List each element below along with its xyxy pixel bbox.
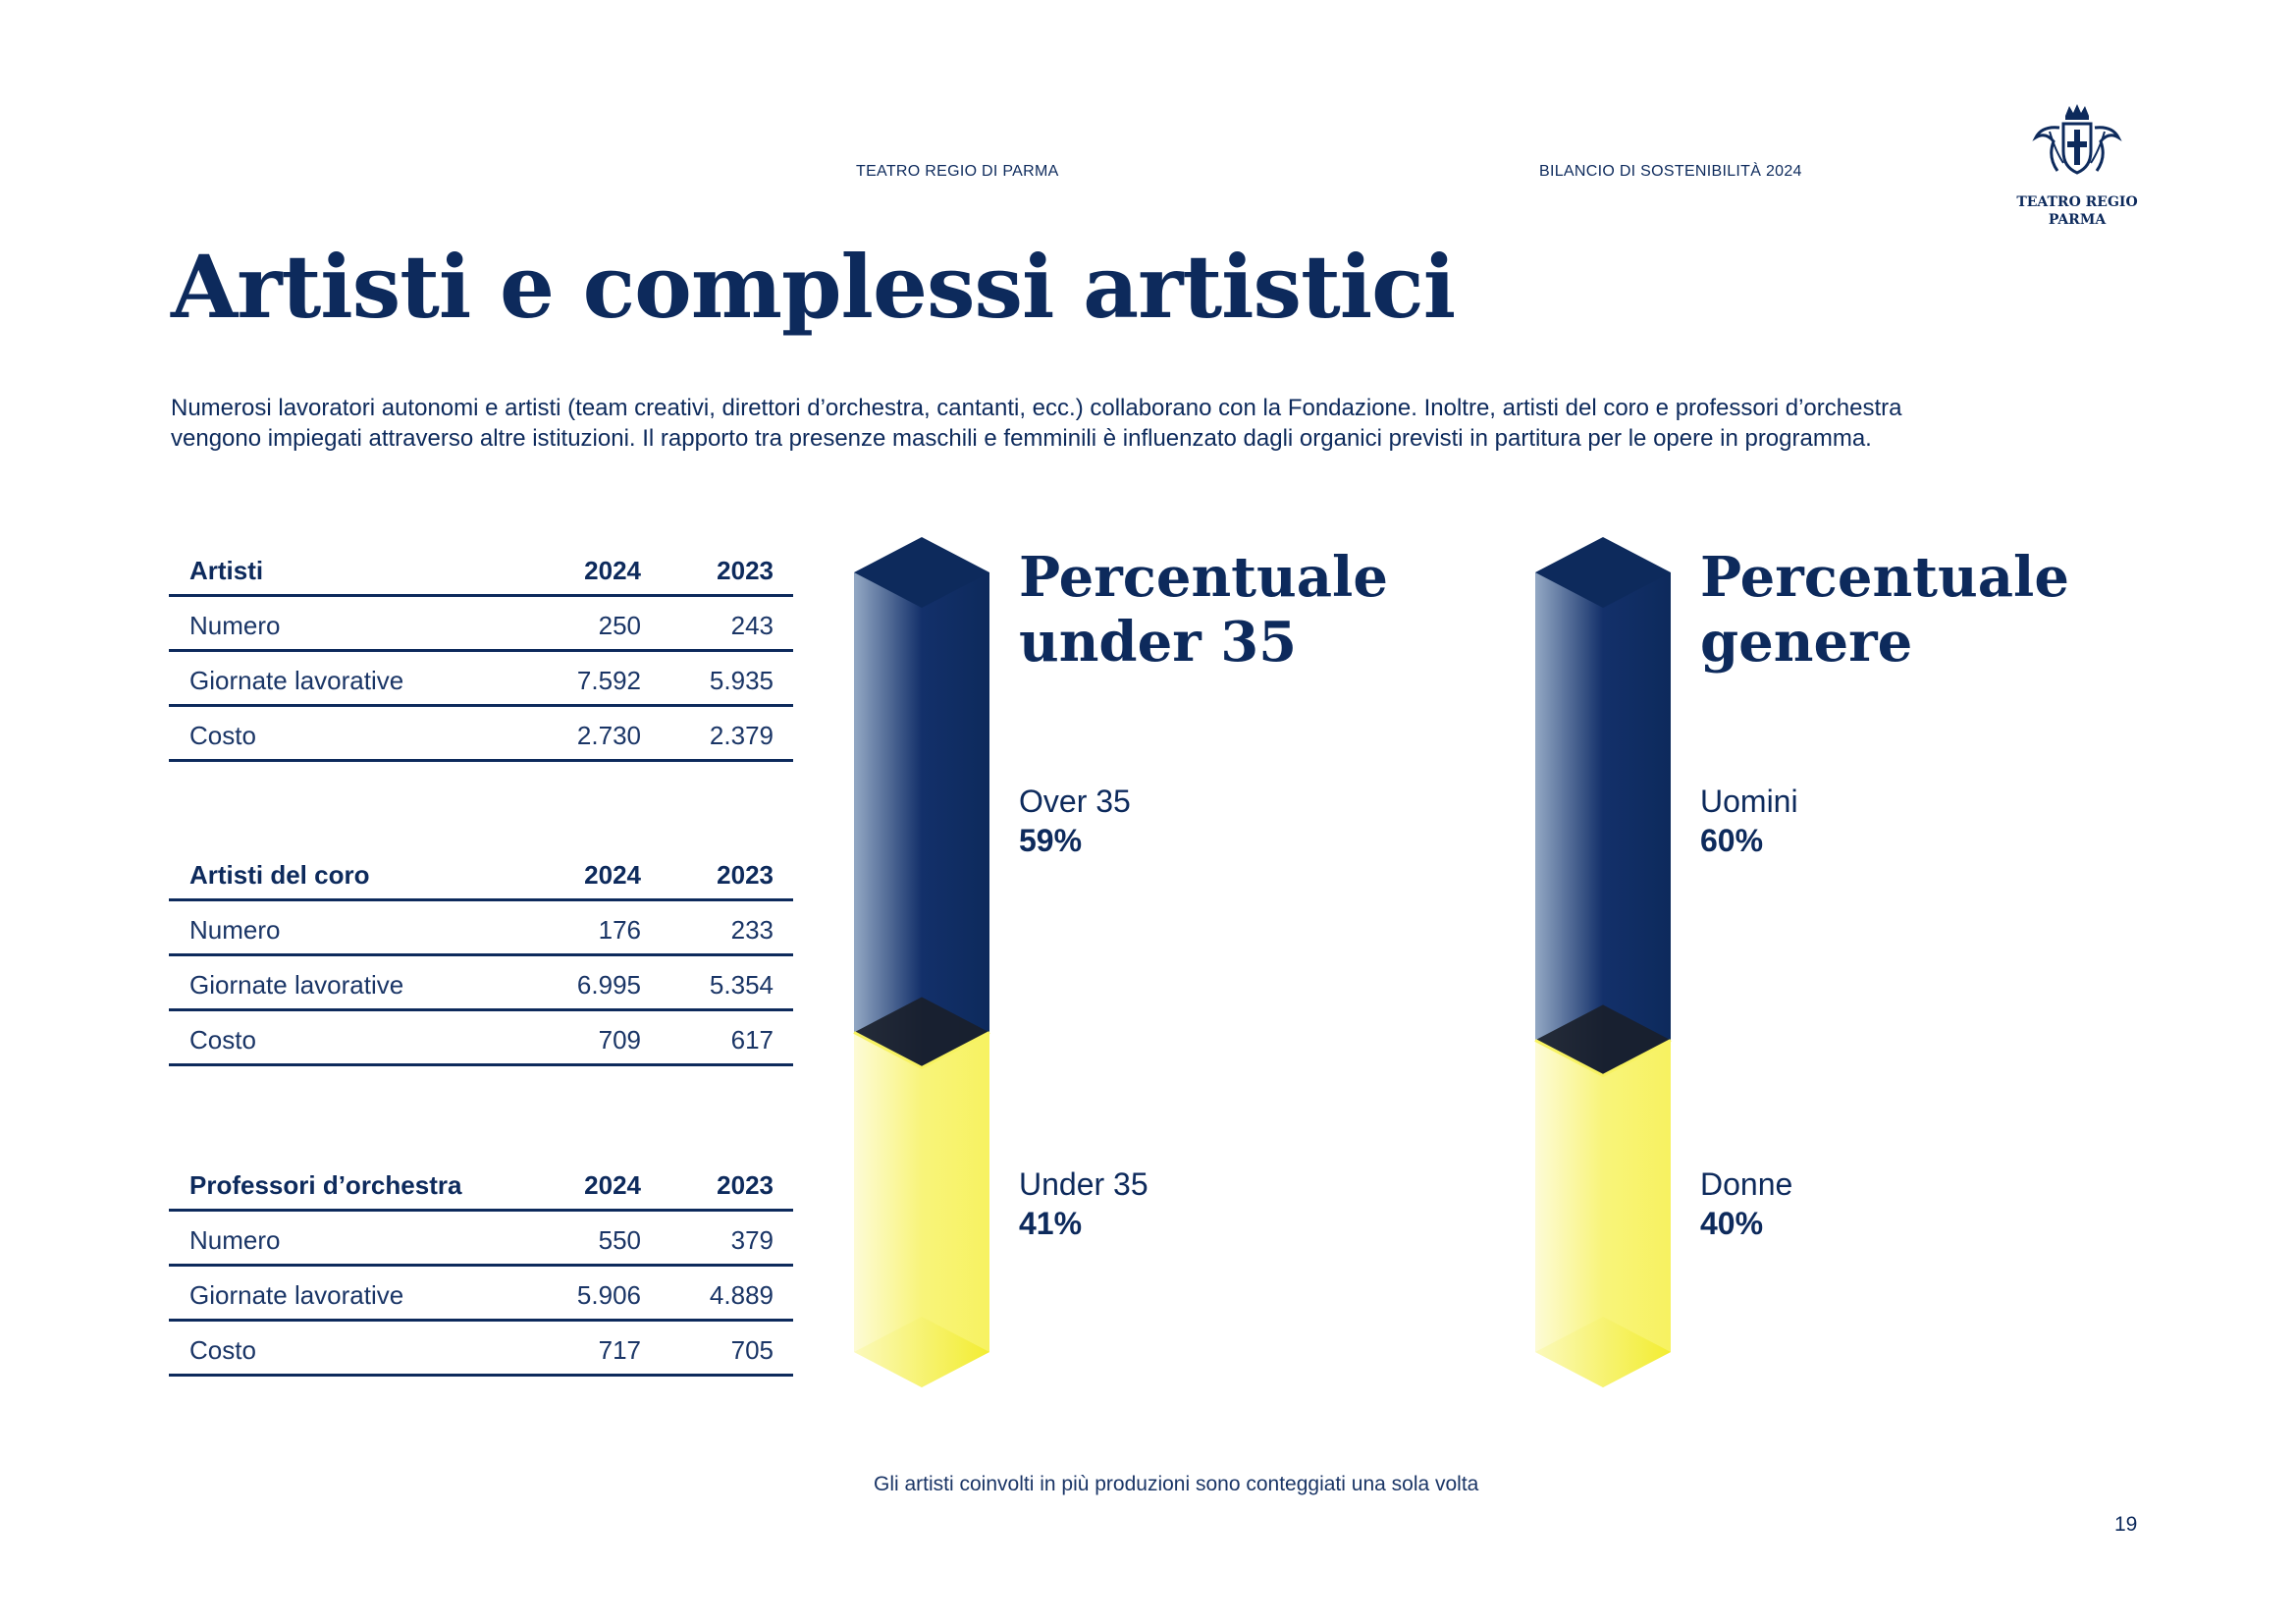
segment-label-donne: Donne — [1700, 1166, 1793, 1202]
value-2024: 2.730 — [576, 721, 641, 750]
row-label: Costo — [189, 1025, 256, 1055]
row-label: Giornate lavorative — [189, 1280, 404, 1310]
value-2023: 5.354 — [709, 970, 774, 1000]
header-org-name: TEATRO REGIO DI PARMA — [856, 163, 1059, 180]
intro-paragraph — [171, 393, 2154, 454]
value-2024: 250 — [598, 611, 641, 640]
table-row — [169, 1011, 793, 1066]
row-label: Numero — [189, 915, 281, 945]
value-2023: 379 — [730, 1225, 774, 1255]
row-label: Numero — [189, 1225, 281, 1255]
segment-label-over-35: Over 35 — [1019, 784, 1131, 819]
value-2023: 4.889 — [709, 1280, 774, 1310]
table-artisti — [169, 542, 793, 762]
table-row — [169, 1212, 793, 1267]
table-header-label: Artisti — [189, 556, 264, 585]
table-header-row — [169, 1157, 793, 1212]
segment-label-uomini: Uomini — [1700, 784, 1798, 819]
value-2024: 176 — [598, 915, 641, 945]
row-label: Costo — [189, 1335, 256, 1365]
crown-shield-icon — [2028, 102, 2126, 190]
chart-under-35 — [844, 535, 1001, 1389]
value-2023: 2.379 — [709, 721, 774, 750]
chart-title-line: under 35 — [1019, 610, 1298, 675]
logo-text-line2: PARMA — [2048, 212, 2107, 228]
bar-segment-over-35 — [854, 572, 989, 1067]
page-title: Artisti e complessi artistici — [171, 236, 1456, 338]
value-2024: 550 — [598, 1225, 641, 1255]
value-2024: 6.995 — [576, 970, 641, 1000]
row-label: Giornate lavorative — [189, 666, 404, 695]
value-2023: 617 — [730, 1025, 774, 1055]
footnote: Gli artisti coinvolti in più produzioni sono conteggiati una sola volta — [874, 1473, 1479, 1495]
value-2023: 243 — [730, 611, 774, 640]
header-report-title: BILANCIO DI SOSTENIBILITÀ 2024 — [1539, 163, 1802, 180]
col-header-2023: 2023 — [717, 556, 774, 585]
segment-label-under-35: Under 35 — [1019, 1166, 1148, 1202]
row-label: Costo — [189, 721, 256, 750]
segment-value-over-35: 59% — [1019, 823, 1083, 858]
chart-title-line: Percentuale — [1019, 545, 1388, 610]
table-header-row — [169, 846, 793, 901]
chart-under-35-title — [1019, 545, 1490, 675]
intro-line: vengono impiegati attraverso altre istituzioni. Il rapporto tra presenze maschili e femminili è influenzato dagli organici previsti in partitura per le opere in programma. — [171, 425, 1872, 452]
col-header-2024: 2024 — [584, 556, 641, 585]
value-2024: 7.592 — [576, 666, 641, 695]
value-2023: 233 — [730, 915, 774, 945]
segment-value-donne: 40% — [1700, 1206, 1764, 1241]
value-2024: 5.906 — [576, 1280, 641, 1310]
value-2023: 5.935 — [709, 666, 774, 695]
table-header-label: Professori d’orchestra — [189, 1170, 462, 1200]
chart-title-line: genere — [1700, 610, 1913, 675]
segment-value-uomini: 60% — [1700, 823, 1764, 858]
table-header-row — [169, 542, 793, 597]
col-header-2023: 2023 — [717, 860, 774, 890]
row-label: Giornate lavorative — [189, 970, 404, 1000]
table-row — [169, 597, 793, 652]
value-2024: 709 — [598, 1025, 641, 1055]
table-professori-orchestra — [169, 1157, 793, 1377]
table-row — [169, 956, 793, 1011]
segment-value-under-35: 41% — [1019, 1206, 1083, 1241]
bar-segment-uomini — [1535, 572, 1671, 1075]
col-header-2024: 2024 — [584, 860, 641, 890]
intro-line: Numerosi lavoratori autonomi e artisti (team creativi, direttori d’orchestra, cantanti, ecc.) collaborano con la Fondazione. Inoltre, artisti del coro e professori d’orchestra — [171, 395, 1902, 421]
table-artisti-del-coro — [169, 846, 793, 1066]
chart-genere — [1525, 535, 1682, 1389]
chart-title-line: Percentuale — [1700, 545, 2069, 610]
table-row — [169, 1322, 793, 1377]
col-header-2024: 2024 — [584, 1170, 641, 1200]
chart-genere-title — [1700, 545, 2171, 675]
teatro-regio-logo — [2008, 102, 2146, 240]
table-row — [169, 707, 793, 762]
table-row — [169, 652, 793, 707]
logo-text-line1: TEATRO REGIO — [2016, 194, 2138, 210]
value-2024: 717 — [598, 1335, 641, 1365]
table-row — [169, 901, 793, 956]
row-label: Numero — [189, 611, 281, 640]
table-header-label: Artisti del coro — [189, 860, 370, 890]
col-header-2023: 2023 — [717, 1170, 774, 1200]
value-2023: 705 — [730, 1335, 774, 1365]
page-number: 19 — [2114, 1513, 2138, 1536]
table-row — [169, 1267, 793, 1322]
